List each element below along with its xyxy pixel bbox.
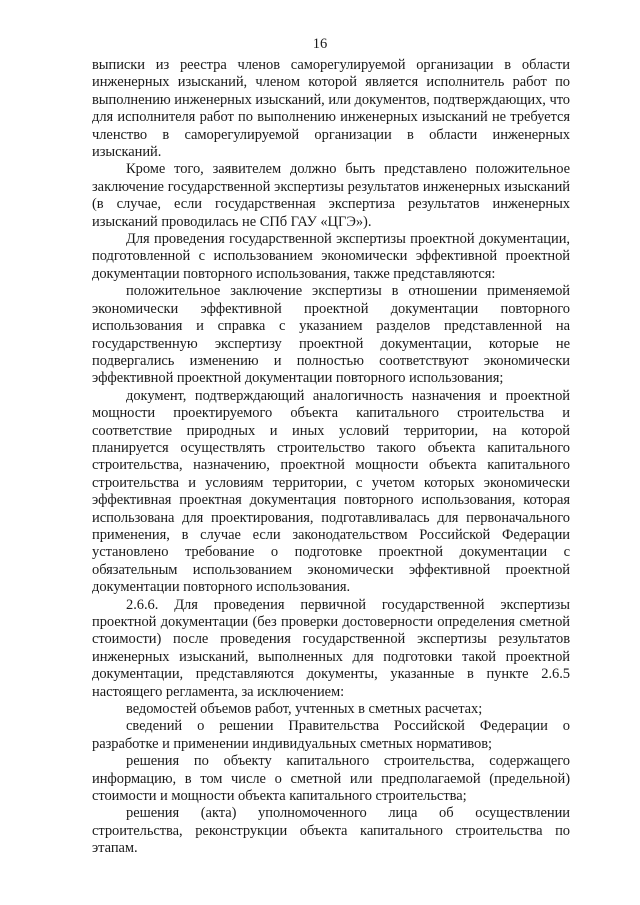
- list-item-analogy-document: документ, подтверждающий аналогичность назначения и проектной мощности проектируемого объекта капитального строительства и соответствие природных и иных условий территории, на которой планируется осуществлять строительство такого объекта капитального строительства, назначению, проектной мощности объекта капитального строительства и условиям территории, с учетом которых экономически эффективная проектная документация повторного использования, которая использована для проектирования, подготавливалась для первоначального применения, в случае если законодательством Российской Федерации установлено требование о подготовке проектной документации с обязательным использованием экономически эффективной проектной документации повторного использования.: [92, 387, 570, 596]
- paragraph-reuse-documentation-intro: Для проведения государственной экспертизы проектной документации, подготовленной с использованием экономически эффективной проектной документации повторного использования, также представляются:: [92, 231, 570, 282]
- list-item-object-decision: решения по объекту капитального строительства, содержащего информацию, в том числе о сметной или предполагаемой (предельной) стоимости и мощности объекта капитального строительства;: [92, 753, 570, 805]
- list-item-stage-decision: решения (акта) уполномоченного лица об осуществлении строительства, реконструкции объекта капитального строительства по этапам.: [92, 805, 570, 857]
- page-number: 16: [312, 36, 328, 52]
- paragraph-positive-conclusion-surveys: Кроме того, заявителем должно быть представлено положительное заключение государственной экспертизы результатов инженерных изысканий (в случае, если государственная экспертиза результатов инженерных изысканий проводилась не СПб ГАУ «ЦГЭ»).: [92, 161, 570, 230]
- document-body: [92, 57, 570, 858]
- list-item-government-decision: сведений о решении Правительства Российской Федерации о разработке и применении индивидуальных сметных нормативов;: [92, 718, 570, 752]
- paragraph-sro-extract: выписки из реестра членов саморегулируемой организации в области инженерных изысканий, членом которой является исполнитель работ по выполнению инженерных изысканий, или документов, подтверждающих, что для исполнителя работ по выполнению инженерных изысканий не требуется членство в саморегулируемой организации в области инженерных изысканий.: [92, 57, 570, 161]
- list-item-positive-conclusion-reuse: положительное заключение экспертизы в отношении применяемой экономически эффективной проектной документации повторного использования и справка с указанием разделов представленной на государственную экспертизу проектной документации, которые не подвергались изменению и полностью соответствуют экономически эффективной проектной документации повторного использования;: [92, 283, 570, 387]
- list-item-work-volumes: ведомостей объемов работ, учтенных в сметных расчетах;: [126, 701, 483, 718]
- paragraph-section-2-6-6: 2.6.6. Для проведения первичной государственной экспертизы проектной документации (без проверки достоверности определения сметной стоимости) после проведения государственной экспертизы результатов инженерных изысканий, выполненных для подготовки такой проектной документации, представляются документы, указанные в пункте 2.6.5 настоящего регламента, за исключением:: [92, 596, 570, 700]
